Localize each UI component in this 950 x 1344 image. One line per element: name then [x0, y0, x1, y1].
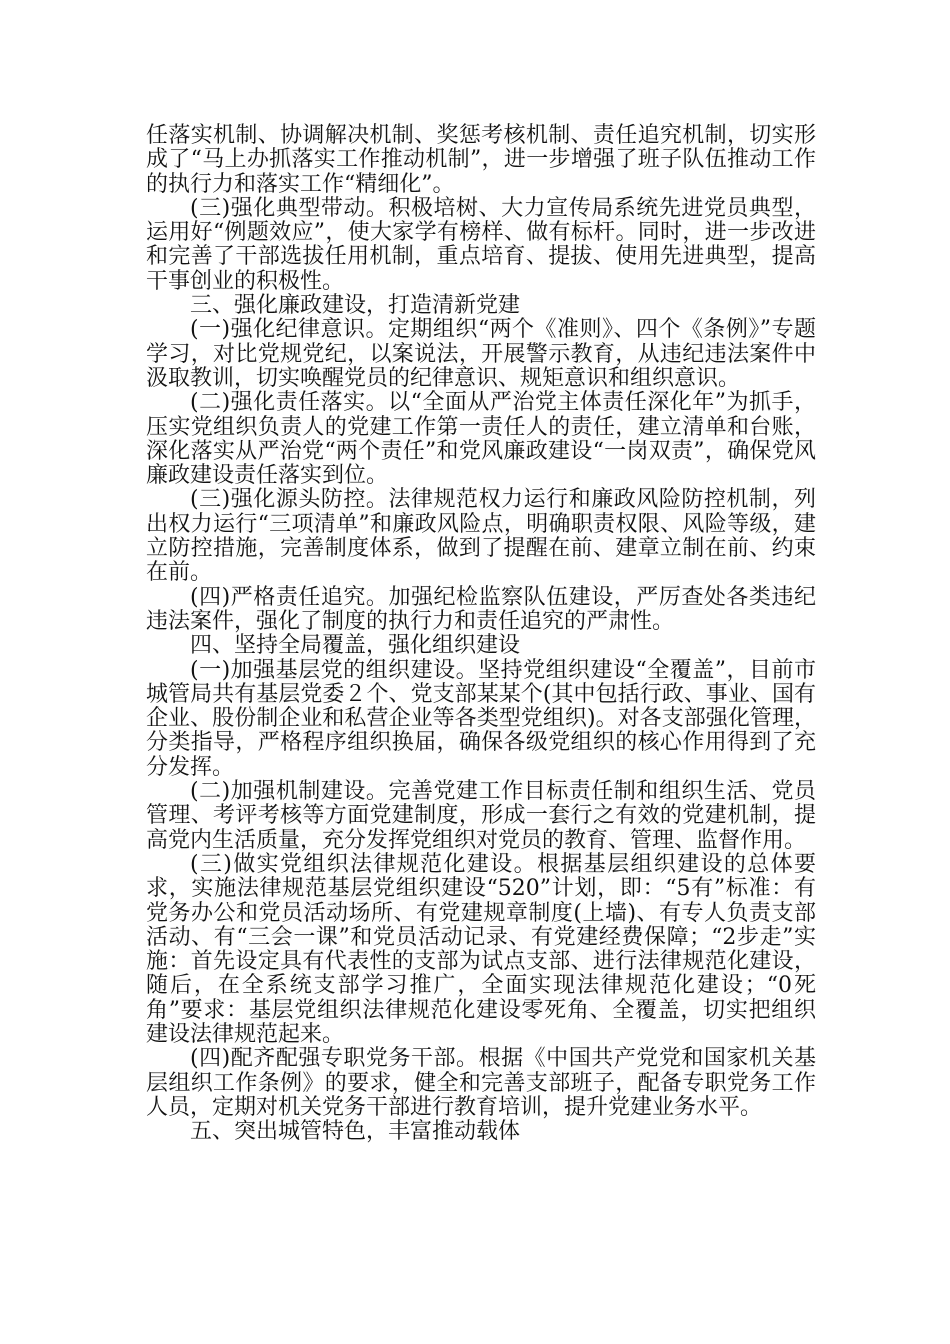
paragraph-accountability: (四)严格责任追究。加强纪检监察队伍建设，严厉查处各类违纪违法案件，强化了制度的执行力和责任追究的严肃性。	[146, 584, 816, 634]
document-body	[146, 124, 816, 1144]
paragraph-mechanism: (二)加强机制建设。完善党建工作目标责任制和组织生活、党员管理、考评考核等方面党建制度，形成一套行之有效的党建机制，提高党内生活质量，充分发挥党组织对党员的教育、管理、监督作用。	[146, 779, 816, 853]
section-heading-urban-management: 五、突出城管特色，丰富推动载体	[190, 1119, 521, 1145]
section-heading-organization: 四、坚持全局覆盖，强化组织建设	[190, 633, 521, 659]
paragraph-strengthen-models: (三)强化典型带动。积极培树、大力宣传局系统先进党员典型，运用好“例题效应”，使大家学有榜样、做有标杆。同时，进一步改进和完善了干部选拔任用机制，重点培育、提拔、使用先进典型，提高干事创业的积极性。	[146, 195, 816, 294]
paragraph-standardization: (三)做实党组织法律规范化建设。根据基层组织建设的总体要求，实施法律规范基层党组织建设“520”计划，即：“5有”标准：有党务办公和党员活动场所、有党建规章制度(上墙)、有专人负责支部活动、有“三会一课”和党员活动记录、有党建经费保障；“2步走”实施：首先设定具有代表性的支部为试点支部、进行法律规范化建设，随后，在全系统支部学习推广，全面实现法律规范化建设；“0死角”要求：基层党组织法律规范化建设零死角、全覆盖，切实把组织建设法律规范起来。	[146, 851, 816, 1047]
section-heading-integrity: 三、强化廉政建设，打造清新党建	[190, 293, 521, 319]
paragraph-continuation: 任落实机制、协调解决机制、奖惩考核机制、责任追究机制，切实形成了“马上办抓落实工作推动机制”，进一步增强了班子队伍推动工作的执行力和落实工作“精细化”。	[146, 123, 816, 197]
paragraph-responsibility: (二)强化责任落实。以“全面从严治党主体责任深化年”为抓手，压实党组织负责人的党建工作第一责任人的责任，建立清单和台账，深化落实从严治党“两个责任”和党风廉政建设“一岗双责”，确保党风廉政建设责任落实到位。	[146, 390, 816, 489]
paragraph-party-cadres: (四)配齐配强专职党务干部。根据《中国共产党党和国家机关基层组织工作条例》的要求，健全和完善支部班子，配备专职党务工作人员，定期对机关党务干部进行教育培训，提升党建业务水平。	[146, 1046, 816, 1120]
paragraph-source-control: (三)强化源头防控。法律规范权力运行和廉政风险防控机制，列出权力运行“三项清单”和廉政风险点，明确职责权限、风险等级，建立防控措施，完善制度体系，做到了提醒在前、建章立制在前、约束在前。	[146, 487, 816, 586]
paragraph-discipline-awareness: (一)强化纪律意识。定期组织“两个《准则》、四个《条例》”专题学习，对比党规党纪，以案说法，开展警示教育，从违纪违法案件中汲取教训，切实唤醒党员的纪律意识、规矩意识和组织意识。	[146, 317, 816, 391]
paragraph-grassroots: (一)加强基层党的组织建设。坚持党组织建设“全覆盖”，目前市城管局共有基层党委２个、党支部某某个(其中包括行政、事业、国有企业、股份制企业和私营企业等各类型党组织)。对各支部强化管理，分类指导，严格程序组织换届，确保各级党组织的核心作用得到了充分发挥。	[146, 657, 816, 780]
